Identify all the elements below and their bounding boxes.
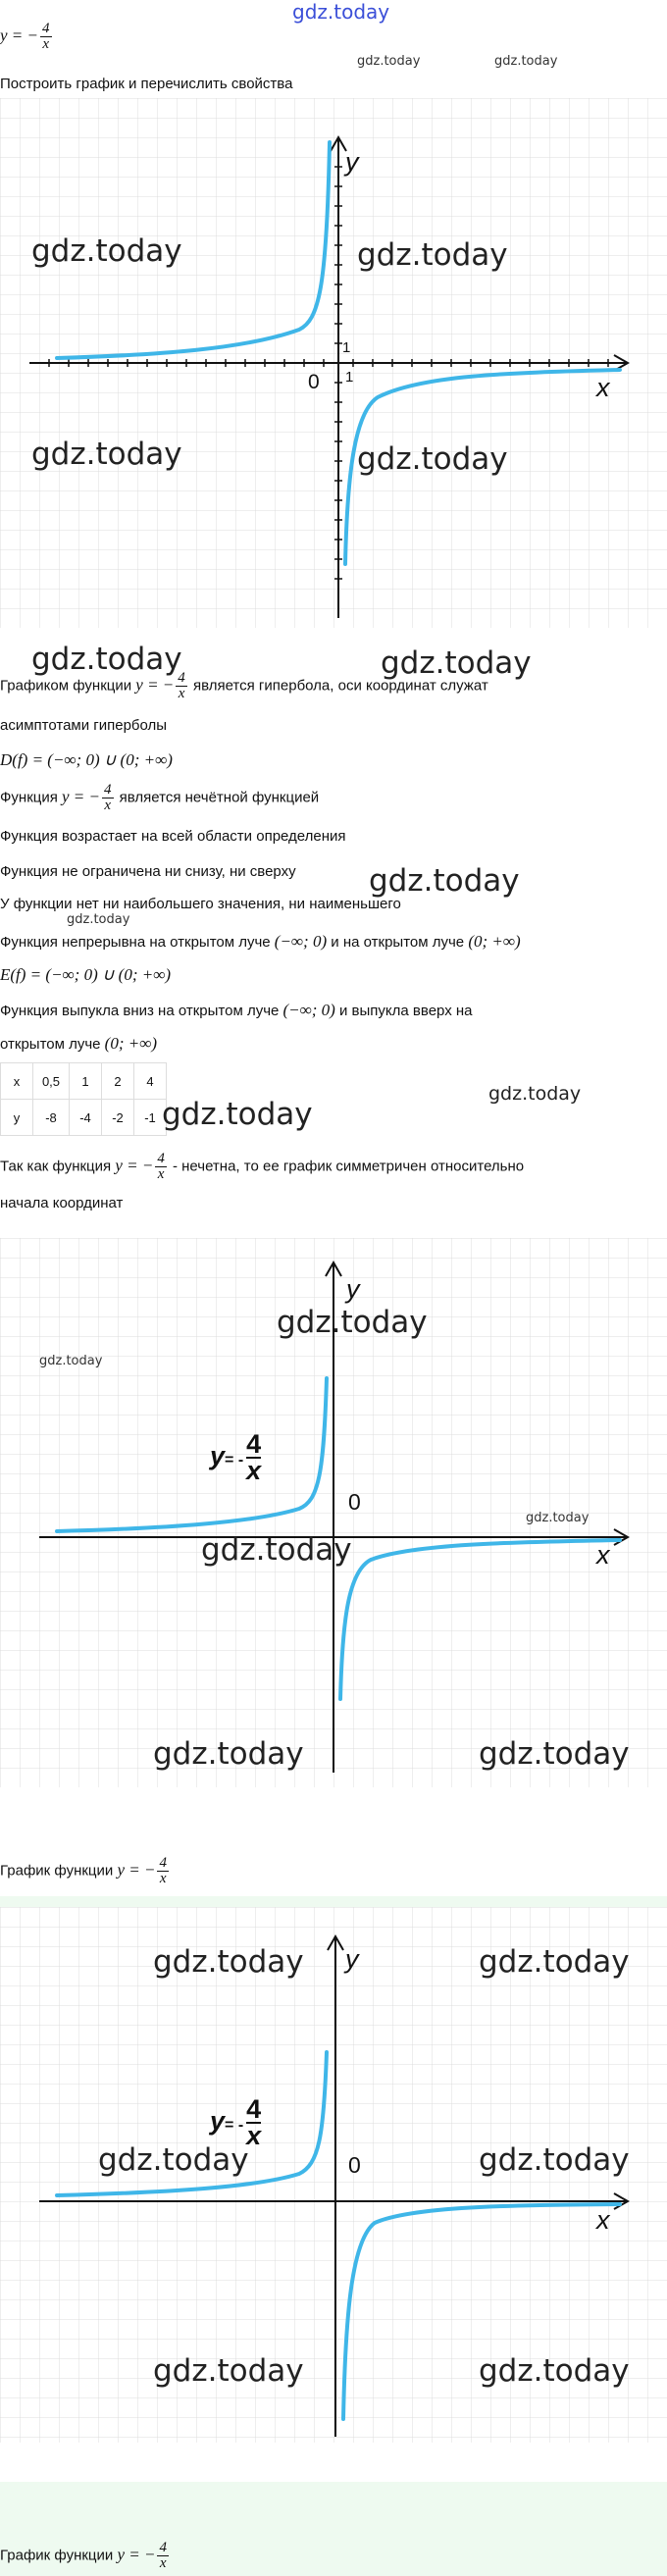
- fraction-denominator: x: [246, 1456, 262, 1485]
- origin-label: 0: [308, 371, 320, 393]
- table-cell: 2: [102, 1063, 134, 1100]
- y-axis-label: y: [345, 147, 359, 177]
- x-axis-label: x: [596, 2205, 610, 2235]
- y-axis-label: y: [346, 1274, 360, 1304]
- fraction-denominator: x: [159, 2555, 167, 2571]
- watermark: gdz.today: [479, 2142, 630, 2178]
- text: Графиком функции: [0, 677, 136, 695]
- math: (−∞; 0): [274, 932, 328, 951]
- site-logo[interactable]: gdz.today: [292, 0, 390, 24]
- text: Так как функция: [0, 1158, 116, 1175]
- watermark: gdz.today: [357, 54, 421, 69]
- formula-y: y: [210, 1441, 226, 1471]
- fraction-numerator: 4: [246, 1429, 262, 1459]
- table-row-x: [1, 1063, 167, 1100]
- header-formula: [0, 22, 54, 52]
- fraction-denominator: x: [104, 798, 112, 813]
- watermark: gdz.today: [153, 2353, 304, 2389]
- formula-fraction: [40, 22, 52, 52]
- table-row-y: [1, 1100, 167, 1136]
- watermark: gdz.today: [153, 1736, 304, 1772]
- math: y = −: [135, 675, 175, 695]
- watermark: gdz.today: [31, 233, 182, 269]
- text: - нечетна, то ее график симметричен относительно: [168, 1158, 525, 1175]
- y-axis-label: y: [345, 1944, 359, 1974]
- math: y = −: [117, 1860, 156, 1880]
- task-text: Построить график и перечислить свойства: [0, 76, 293, 92]
- watermark: gdz.today: [39, 1354, 103, 1368]
- y-unit-label: 1: [342, 339, 351, 356]
- watermark: gdz.today: [67, 912, 130, 927]
- math: y = −: [62, 787, 101, 806]
- property-odd: [0, 783, 319, 813]
- fraction-denominator: x: [42, 36, 50, 52]
- origin-label: 0: [348, 1489, 361, 1515]
- math: y = −: [115, 1156, 154, 1175]
- math: (0; +∞): [468, 932, 521, 951]
- property-convex-line2: [0, 1033, 157, 1056]
- property-domain: D(f) = (−∞; 0) ∪ (0; +∞): [0, 750, 173, 769]
- fraction: [155, 1152, 167, 1182]
- formula-y: y: [210, 2106, 226, 2137]
- fraction: [176, 671, 187, 701]
- watermark: gdz.today: [357, 237, 508, 273]
- watermark: gdz.today: [162, 1097, 313, 1132]
- watermark: gdz.today: [479, 1944, 630, 1980]
- graph-caption: [0, 2541, 171, 2571]
- fraction-numerator: 4: [42, 21, 50, 36]
- symmetry-text: [0, 1152, 524, 1182]
- table-cell: x: [1, 1063, 33, 1100]
- curve-formula: [210, 1429, 262, 1485]
- property-increasing: Функция возрастает на всей области определения: [0, 828, 346, 845]
- graph-hyperbola-3: [0, 1907, 667, 2443]
- property-no-extrema: У функции нет ни наибольшего значения, ни наименьшего: [0, 896, 401, 912]
- formula-lhs: y = −: [0, 26, 38, 45]
- fraction-numerator: 4: [246, 2094, 262, 2124]
- property-convex: [0, 1000, 473, 1022]
- graph-hyperbola-1: [0, 98, 667, 628]
- table-cell: -8: [33, 1100, 70, 1136]
- math: (−∞; 0): [282, 1001, 335, 1019]
- curve-formula: [210, 2094, 262, 2150]
- watermark: gdz.today: [153, 1944, 304, 1980]
- fraction-numerator: 4: [159, 1855, 167, 1871]
- x-axis-label: x: [596, 373, 610, 402]
- text: и выпукла вверх на: [334, 1003, 473, 1019]
- fraction-numerator: 4: [104, 782, 112, 798]
- math: (0; +∞): [104, 1034, 157, 1053]
- values-table: [0, 1062, 167, 1136]
- watermark: gdz.today: [277, 1305, 428, 1340]
- text: График функции: [0, 1862, 118, 1880]
- fraction-numerator: 4: [159, 2540, 167, 2555]
- fraction: [157, 2541, 169, 2571]
- x-unit-label: 1: [345, 369, 354, 386]
- table-cell: 1: [70, 1063, 102, 1100]
- text: открытом луче: [0, 1036, 105, 1053]
- math: y = −: [117, 2545, 156, 2564]
- formula-eq: = -: [225, 1452, 244, 1469]
- property-graph-type: [0, 671, 488, 701]
- table-cell: 0,5: [33, 1063, 70, 1100]
- text: График функции: [0, 2547, 118, 2564]
- text: Функция выпукла вниз на открытом луче: [0, 1003, 283, 1019]
- fraction-denominator: x: [178, 686, 185, 701]
- property-range: E(f) = (−∞; 0) ∪ (0; +∞): [0, 965, 171, 984]
- text: и на открытом луче: [327, 934, 469, 951]
- watermark: gdz.today: [494, 54, 558, 69]
- formula-fraction: [246, 2094, 262, 2150]
- watermark: gdz.today: [479, 2353, 630, 2389]
- fraction-denominator: x: [246, 2121, 262, 2150]
- table-cell: y: [1, 1100, 33, 1136]
- graph-hyperbola-2: [0, 1238, 667, 1787]
- watermark: gdz.today: [98, 2142, 249, 2178]
- table-cell: -4: [70, 1100, 102, 1136]
- formula-fraction: [246, 1429, 262, 1485]
- fraction-denominator: x: [159, 1871, 167, 1886]
- formula-eq: = -: [225, 2117, 244, 2135]
- table-cell: 4: [134, 1063, 167, 1100]
- graph-caption: [0, 1856, 171, 1886]
- watermark: gdz.today: [357, 441, 508, 477]
- watermark: gdz.today: [488, 1083, 582, 1105]
- fraction: [102, 783, 114, 813]
- watermark: gdz.today: [201, 1532, 352, 1568]
- watermark: gdz.today: [526, 1511, 590, 1525]
- x-axis-label: x: [596, 1540, 610, 1570]
- property-asymptotes: асимптотами гиперболы: [0, 717, 168, 734]
- watermark: gdz.today: [381, 645, 532, 681]
- watermark: gdz.today: [479, 1736, 630, 1772]
- property-unbounded: Функция не ограничена ни снизу, ни сверху: [0, 863, 296, 880]
- fraction: [157, 1856, 169, 1886]
- fraction-denominator: x: [157, 1166, 165, 1182]
- property-continuous: [0, 931, 521, 953]
- text: является нечётной функцией: [115, 789, 320, 806]
- table-cell: -2: [102, 1100, 134, 1136]
- text: является гипербола, оси координат служат: [188, 677, 488, 695]
- origin-label: 0: [348, 2152, 361, 2178]
- table-cell: -1: [134, 1100, 167, 1136]
- text: Функция: [0, 789, 63, 806]
- watermark: gdz.today: [31, 642, 182, 677]
- fraction-numerator: 4: [178, 670, 185, 686]
- fraction-numerator: 4: [157, 1151, 165, 1166]
- watermark: gdz.today: [31, 437, 182, 472]
- watermark: gdz.today: [369, 863, 520, 899]
- symmetry-text-line2: начала координат: [0, 1195, 124, 1211]
- text: Функция непрерывна на открытом луче: [0, 934, 275, 951]
